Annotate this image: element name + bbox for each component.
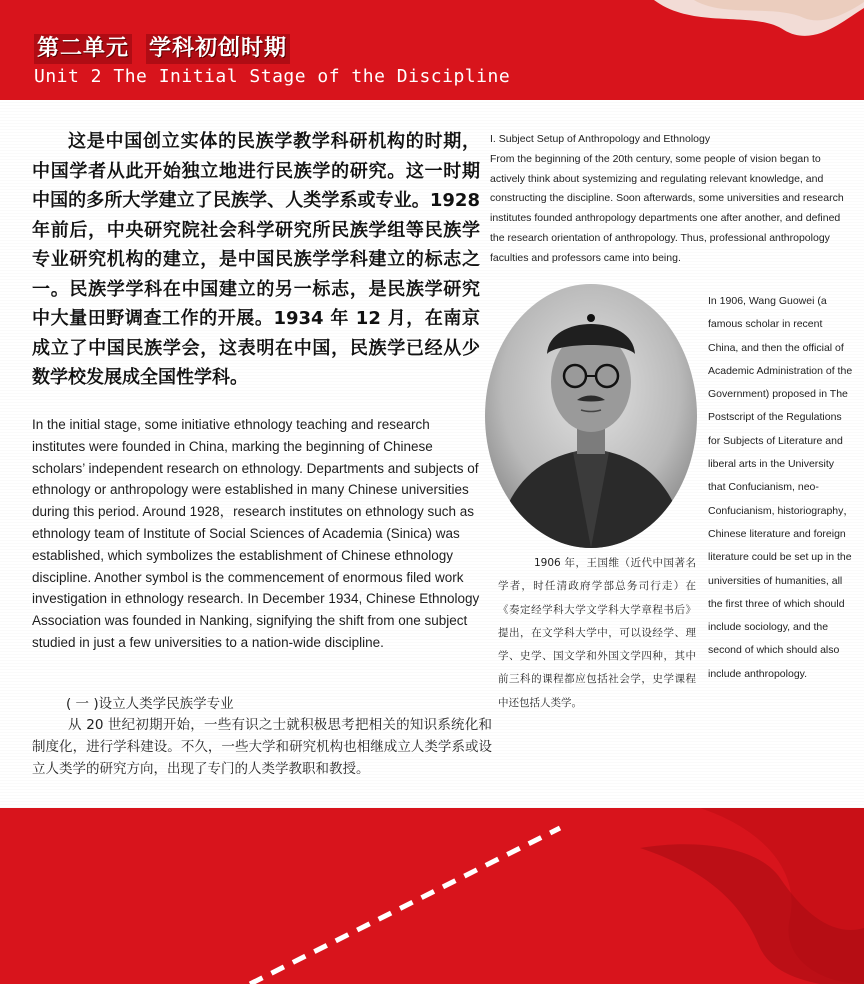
section-body-en: From the beginning of the 20th century, some people of vision began to actively think about systemizing and regulating relevant knowledge, and constructing the discipline. Soon afterwards, some universities and research institutes founded anthropology departments one after another, and defined the research orientation of anthropology. Thus, professional anthropology faculties and professors came into being. [490,152,844,264]
section-heading-en: I. Subject Setup of Anthropology and Ethnology [490,133,711,145]
portrait-caption-cn: 1906 年，王国维（近代中国著名学者，时任清政府学部总务司行走）在《奏定经学科大学文学科大学章程书后》提出，在文学科大学中，可以设经学、理学、史学、国文学和外国文学四种，其中前三科的课程都应包括社会学，史学课程中还包括人类学。 [498,557,696,709]
portrait-caption-en: In 1906, Wang Guowei (a famous scholar in recent China, and then the official of Academic Administration of the Government) proposed in The Postscript of the Regulations for Subjects of Literature and liberal arts in the University that Confucianism, neo-Confucianism, historiography，Chinese literature and foreign literature could be set up in the universities of humanities, all the first three of which should include sociology, and the second of which should also include anthropology. [708,295,854,680]
section-en [490,130,846,269]
header-band [0,0,864,100]
portrait-photo [485,284,697,548]
intro-paragraph-en: In the initial stage, some initiative ethnology teaching and research institutes were founded in China, marking the beginning of Chinese scholars’ independent research on ethnology. Departments and subjects of ethnology or anthropology were established in many Chinese universities during this period. Around 1928，research institutes on ethnology such as ethnology team of Institute of Social Sciences of Academia (Sinica) was established, which symbolizes the establishment of Chinese ethnology discipline. Another symbol is the commencement of enormous filed work investigation in ethnology research. In December 1934, Chinese Ethnology Association was founded in Nanking, signifying the shift from one subject studied in just a few universities to a nation-wide discipline. [32,417,480,650]
section-body-cn: 从 20 世纪初期开始，一些有识之士就积极思考把相关的知识系统化和制度化，进行学科建设。不久，一些大学和研究机构也相继成立人类学系或设立人类学的研究方向，出现了专门的人类学教职和教授。 [32,717,492,777]
unit-title-cn [34,34,290,64]
decorative-swirl [634,0,864,40]
unit-title-en: Unit 2 The Initial Stage of the Discipline [34,66,511,87]
unit-name-cn: 学科初创时期 [146,34,290,64]
section-heading-cn: ( 一 )设立人类学民族学专业 [66,696,234,712]
content-panel [0,100,864,808]
bottom-decorative-band [0,808,864,984]
intro-paragraph-cn: 这是中国创立实体的民族学教学科研机构的时期，中国学者从此开始独立地进行民族学的研究。这一时期中国的多所大学建立了民族学、人类学系或专业。1928 年前后，中央研究院社会科学研究所民族学组等民族学专业研究机构的建立，是中国民族学学科建立的标志之一。民族学学科在中国建立的另一标志，是民族学研究中大量田野调查工作的开展。1934 年 12 月，在南京成立了中国民族学会，这表明在中国，民族学已经从少数学校发展成全国性学科。 [32,131,480,388]
unit-number-cn: 第二单元 [34,34,132,64]
